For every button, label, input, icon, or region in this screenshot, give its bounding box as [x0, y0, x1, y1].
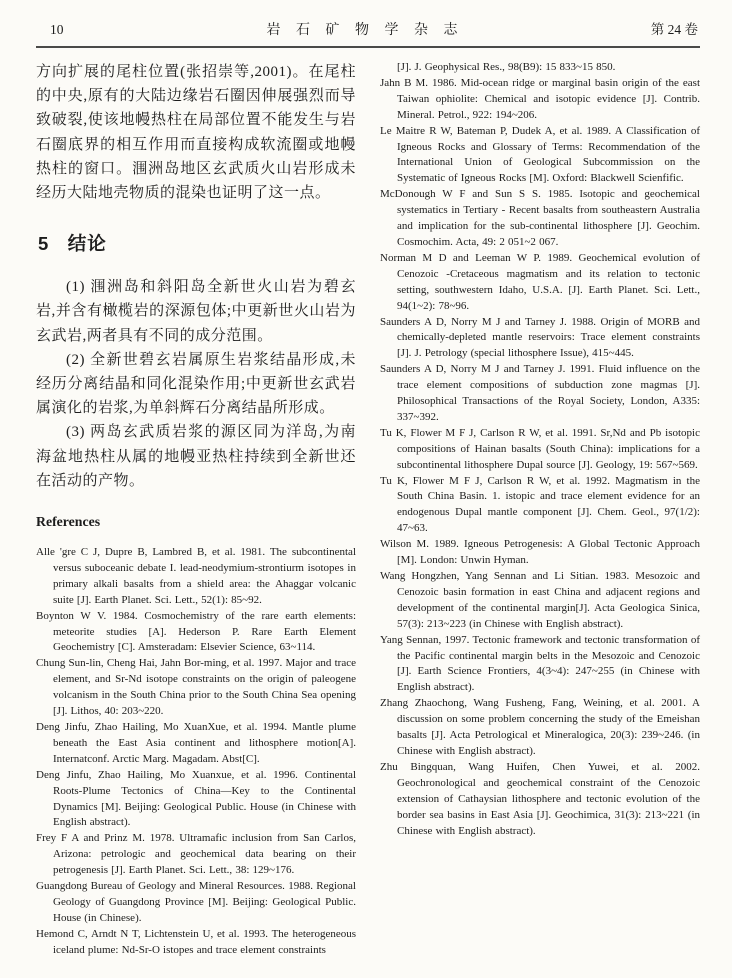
reference-entry: Boynton W V. 1984. Cosmochemistry of the rare earth elements: meteorite studies [A]. Hederson P. Rare Earth Element Geochemistry [C]. Amsteradam: Elsevier Science, 63~114.: [36, 609, 356, 654]
reference-entry: McDonough W F and Sun S S. 1985. Isotopic and geochemical systematics in Tertiary - Recent basalts from southeastern Australia and implication for the sub-continental lithosphere [J]. Geochim. Cosmochim. Acta, 49: 2 051~2 067.: [380, 188, 700, 248]
reference-entry: Deng Jinfu, Zhao Hailing, Mo Xuanxue, et al. 1996. Continental Roots-Plume Tectonics of China—Key to the Continental Dynamics [M]. Beijing: Geological Public. House (in Chinese with English abstract).: [36, 768, 356, 829]
reference-entry: Alle 'gre C J, Dupre B, Lambred B, et al. 1981. The subcontinental versus suboceanic debate I. lead-neodymium-strontiurm isotopes in primary alkali basalts from a shield area: the Ahaggar volcanic suite [J]. Earth Planet. Sci. Lett., 52(1): 85~92.: [36, 546, 356, 606]
reference-entry: Saunders A D, Norry M J and Tarney J. 1991. Fluid influence on the trace element compositions of subduction zone magmas [J]. Philosophical Transactions of the Royal Society, London, A335: 337~392.: [380, 363, 700, 423]
reference-entry: Frey F A and Prinz M. 1978. Ultramafic inclusion from San Carlos, Arizona: petrologic and geochemical data bearing on their petrogenesis [J]. Earth Planet. Sci. Lett., 38: 129~176.: [36, 832, 356, 877]
reference-entry: Chung Sun-lin, Cheng Hai, Jahn Bor-ming, et al. 1997. Major and trace element, and Sr-Nd isotope constraints on the origin of paleogene volcanism in the South China prior to the South China Sea opening [J]. Lithos, 40: 203~220.: [36, 657, 356, 718]
reference-entry: Yang Sennan, 1997. Tectonic framework and tectonic transformation of the Pacific continental margin belts in the Mesozoic and Cenozoic [J]. Earth Science Frontiers, 4(3~4): 247~255 (in Chinese with English abstract).: [380, 633, 700, 694]
left-column: [36, 60, 356, 959]
reference-entry: Zhu Bingquan, Wang Huifen, Chen Yuwei, et al. 2002. Geochronological and geochemical constraint of the Cenozoic extension of Cathaysian lithosphere and tectonic evolution of the border sea basins in East Asia [J]. Geochimica, 31(3): 213~221 (in Chinese with English abstract).: [380, 760, 700, 837]
page-number: 10: [50, 22, 64, 37]
reference-entry: Zhang Zhaochong, Wang Fusheng, Fang, Weining, et al. 2001. A discussion on some problem concerning the study of the Emeishan basalts [J]. Acta Petrological et Mineralogica, 20(3): 239~246. (in Chinese with English abstract).: [380, 697, 700, 757]
references-heading: References: [36, 514, 101, 530]
volume-label: 第 24 卷: [650, 22, 698, 37]
journal-title: 岩 石 矿 物 学 杂 志: [266, 23, 464, 38]
section-heading-conclusions: 5 结论: [38, 233, 107, 255]
reference-entry: Guangdong Bureau of Geology and Mineral Resources. 1988. Regional Geology of Guangdong Province [M]. Beijing: Geological Public. House (in Chinese).: [36, 880, 356, 924]
reference-continuation: [J]. J. Geophysical Res., 98(B9): 15 833~15 850.: [397, 61, 616, 73]
reference-entry: Tu K, Flower M F J, Carlson R W, et al. 1992. Magmatism in the South China Basin. 1. istopic and trace element evidence for an endogenous Dupal mantle component [J]. Chem. Geol., 97(1/2): 47~63.: [380, 474, 700, 535]
reference-entry: Saunders A D, Norry M J and Tarney J. 1988. Origin of MORB and chemically-depleted mantle reservoirs: Trace element constraints [J]. J. Petrology (special lithosphere Issue), 415~445.: [380, 315, 700, 360]
reference-entry: Deng Jinfu, Zhao Hailing, Mo XuanXue, et al. 1994. Mantle plume beneath the East Asia continent and lithosphere motion[A]. Internatconf. Arctic Marg. Magadam. Abst[C].: [36, 721, 356, 765]
reference-entry: Wilson M. 1989. Igneous Petrogenesis: A Global Tectonic Approach [M]. London: Unwin Hyman.: [380, 538, 700, 567]
reference-entry: Jahn B M. 1986. Mid-ocean ridge or marginal basin origin of the east Taiwan ophiolite: Chemical and isotopic evidence [J]. Contrib. Mineral. Petrol., 922: 194~206.: [380, 76, 700, 121]
conclusion-paragraph-2: (2) 全新世碧玄岩属原生岩浆结晶形成,未经历分离结晶和同化混染作用;中更新世玄武岩属演化的岩浆,为单斜辉石分离结晶所形成。: [36, 351, 356, 417]
conclusion-paragraph-1: (1) 涠洲岛和斜阳岛全新世火山岩为碧玄岩,并含有橄榄岩的深源包体;中更新世火山岩为玄武岩,两者具有不同的成分范围。: [36, 279, 356, 344]
reference-entry: Norman M D and Leeman W P. 1989. Geochemical evolution of Cenozoic -Cretaceous magmatism and its relation to tectonic setting, southwestern Idaho, U.S.A. [J]. Earth Planet. Sci. Lett., 94(1~2): 78~96.: [380, 251, 700, 312]
right-column: [380, 60, 700, 959]
reference-entry: Wang Hongzhen, Yang Sennan and Li Sitian. 1983. Mesozoic and Cenozoic basin formation in east China and adjacent regions and development of the continental margin[J]. Acta Geologica Sinica, 57(3): 213~223 (in Chinese with English abstract).: [380, 570, 700, 630]
reference-entry: Hemond C, Arndt N T, Lichtenstein U, et al. 1993. The heterogeneous iceland plume: Nd-Sr-O istopes and trace element constraints: [36, 927, 356, 956]
conclusion-paragraph-3: (3) 两岛玄武质岩浆的源区同为洋岛,为南海盆地热柱从属的地幔亚热柱持续到全新世还在活动的产物。: [36, 424, 356, 489]
reference-entry: Le Maitre R W, Bateman P, Dudek A, et al. 1989. A Classification of Igneous Rocks and Glossary of Terms: Recommendation of the International Union of Geological Subcommission on the Systematic of Igneous Rocks [M]. Oxford: Blackwell Scienfific.: [380, 124, 700, 185]
body-paragraph: 方向扩展的尾柱位置(张招崇等,2001)。在尾柱的中央,原有的大陆边缘岩石圈因伸展强烈而导致破裂,使该地幔热柱在局部位置不能发生与岩石圈底界的相互作用而直接构成软流圈或地幔热柱的窗口。涠洲岛地区玄武质火山岩形成未经历大陆地壳物质的混染也证明了这一点。: [36, 64, 356, 202]
two-column-body: [36, 48, 700, 959]
page-header: [36, 12, 700, 48]
reference-entry: Tu K, Flower M F J, Carlson R W, et al. 1991. Sr,Nd and Pb isotopic compositions of Hainan basalts (South China): implications for a subcontinental lithosphere Dupal source [J]. Geology, 19: 567~569.: [380, 426, 700, 471]
